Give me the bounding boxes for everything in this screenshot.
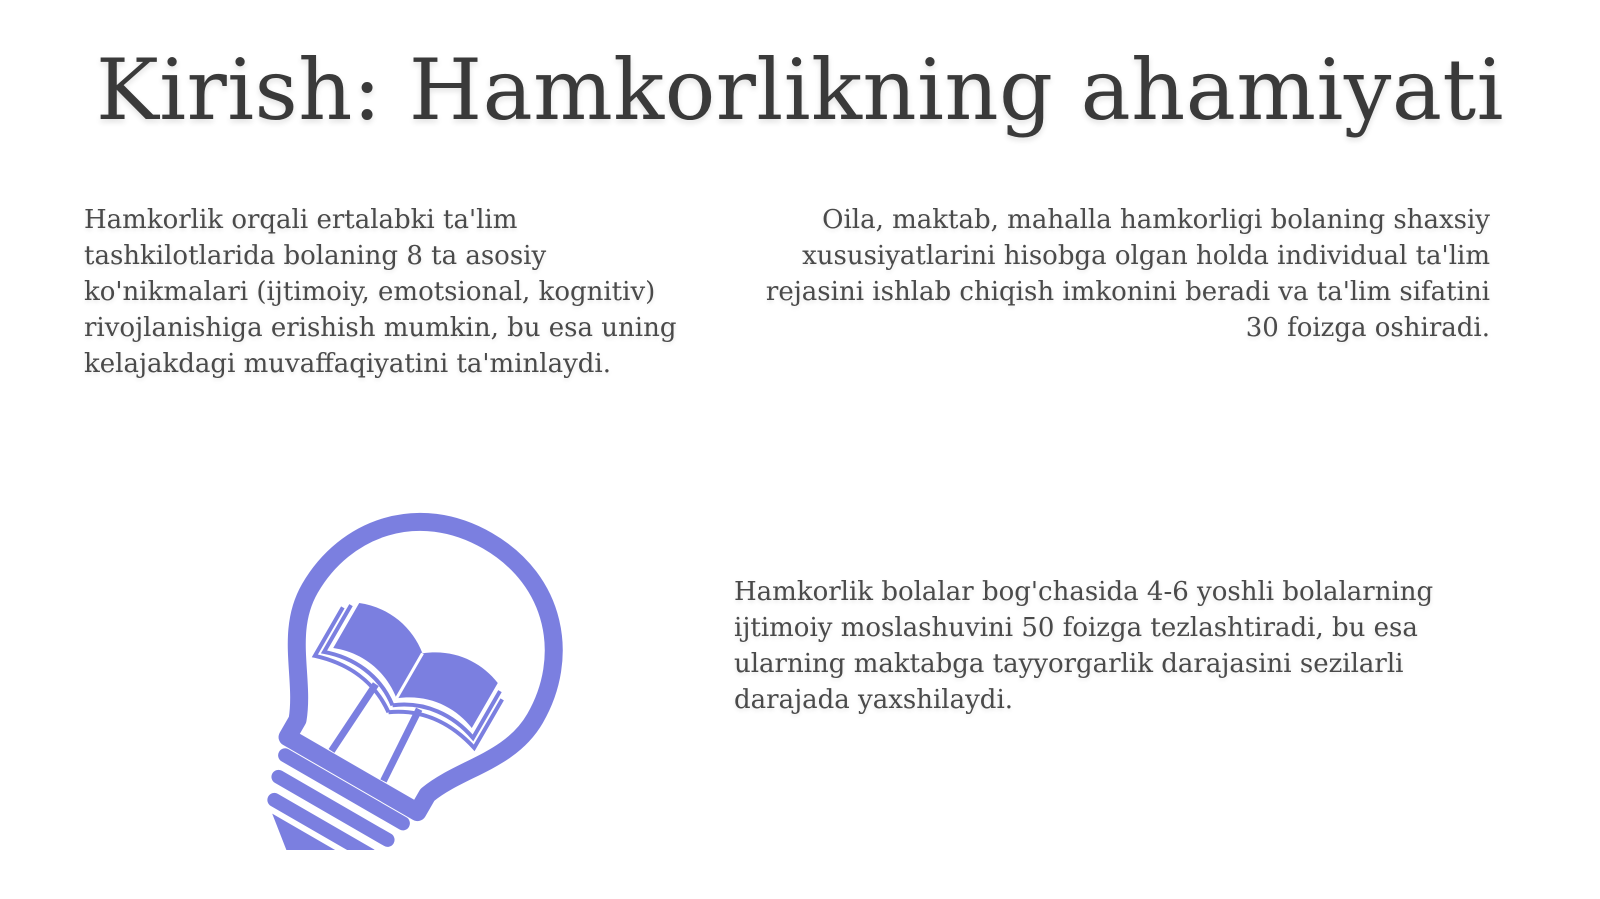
paragraph-left: Hamkorlik orqali ertalabki ta'lim tashkilotlarida bolaning 8 ta asosiy ko'nikmalari (ijtimoiy, emotsional, kognitiv) rivojlanishiga erishish mumkin, bu esa uning kelajakdagi muvaffaqiyatini ta'minlaydi. (84, 205, 677, 379)
paragraph-right: Oila, maktab, mahalla hamkorligi bolaning shaxsiy xususiyatlarini hisobga olgan holda individual ta'lim rejasini ishlab chiqish imkonini beradi va ta'lim sifatini 30 foizga oshiradi. (765, 205, 1490, 343)
slide-title: Kirish: Hamkorlikning ahamiyati (95, 41, 1505, 139)
paragraph-bottom: Hamkorlik bolalar bog'chasida 4-6 yoshli bolalarning ijtimoiy moslashuvini 50 foizga tezlashtiradi, bu esa ularning maktabga tayyorgarlik darajasini sezilarli darajada yaxshilaydi. (734, 577, 1434, 715)
lightbulb-book-icon (200, 500, 620, 850)
